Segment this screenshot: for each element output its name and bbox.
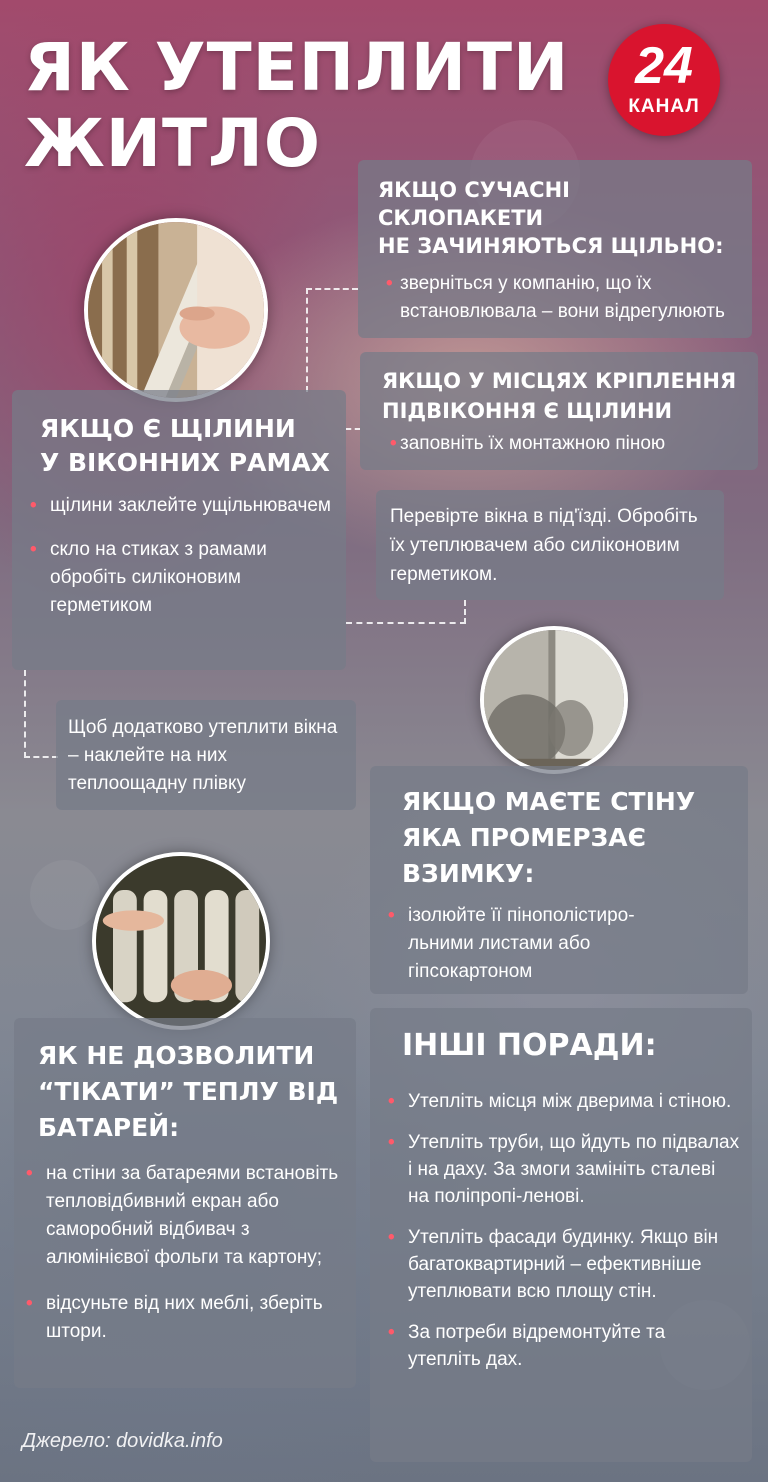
heading-line: “ТІКАТИ” ТЕПЛУ ВІД [38, 1077, 339, 1106]
other-tips-card [370, 1008, 752, 1462]
other-tips-heading: ІНШІ ПОРАДИ: [402, 1028, 657, 1063]
heading-line: ЯКА ПРОМЕРЗАЄ [402, 823, 646, 852]
film-tip-card [56, 700, 356, 810]
title-line-1: ЯК УТЕПЛИТИ [24, 29, 570, 106]
heading-line: ПІДВІКОННЯ Є ЩІЛИНИ [382, 399, 673, 423]
list-item: • зверніться у компанію, що їх встановлювала – вони відрегулюють [378, 270, 734, 326]
heading-line: ЯКЩО МАЄТЕ СТІНУ [402, 787, 696, 816]
background-bokeh [30, 860, 100, 930]
entrance-windows-text: Перевірте вікна в під'їзді. Обробіть їх утеплювачем або силіконовим герметиком. [390, 506, 698, 585]
list-item: • Утепліть місця між дверима і стіною. [380, 1088, 740, 1115]
list-item: • заповніть їх монтажною піною [382, 430, 740, 458]
list-item: • скло на стиках з рамами обробіть силіконовим герметиком [22, 536, 334, 620]
channel-24-logo[interactable] [608, 24, 720, 136]
frame-gaps-heading [40, 412, 334, 480]
source-credit: Джерело: dovidka.info [22, 1430, 223, 1452]
frame-gaps-card [12, 390, 346, 670]
list-item: • Утепліть труби, що йдуть по підвалах і на даху. За змоги замініть сталеві на поліпропі-ленові. [380, 1129, 740, 1210]
connector-line [24, 670, 58, 758]
heading-line: У ВІКОННИХ РАМАХ [40, 448, 330, 477]
radiator-photo [92, 852, 270, 1030]
connector-line [306, 288, 358, 392]
heading-line: ЯК НЕ ДОЗВОЛИТИ [38, 1041, 315, 1070]
window-frame-photo [84, 218, 268, 402]
heading-line: ЯКЩО СУЧАСНІ СКЛОПАКЕТИ [378, 178, 570, 230]
modern-windows-card [358, 160, 752, 338]
radiators-card [14, 1018, 356, 1388]
film-tip-text: Щоб додатково утеплити вікна – наклейте на них теплоощадну плівку [68, 717, 338, 794]
cold-wall-heading [402, 784, 734, 892]
heading-line: БАТАРЕЙ: [38, 1113, 180, 1142]
list-item: • За потреби відремонтуйте та утепліть дах. [380, 1319, 740, 1373]
connector-line [346, 428, 360, 430]
logo-label: КАНАЛ [628, 96, 700, 117]
sill-gaps-heading [382, 366, 740, 426]
sill-gaps-card [360, 352, 758, 470]
entrance-windows-card [376, 490, 724, 600]
heading-line: ЯКЩО Є ЩІЛИНИ [40, 414, 296, 443]
radiators-heading [38, 1038, 346, 1146]
list-item: • на стіни за батареями встановіть тепловідбивний екран або саморобний відбивач з алюмінієвої фольги та картону; [18, 1160, 346, 1272]
list-item: • відсуньте від них меблі, зберіть штори. [18, 1290, 346, 1346]
heading-line: НЕ ЗАЧИНЯЮТЬСЯ ЩІЛЬНО: [378, 234, 724, 258]
list-item: • щілини заклейте ущільнювачем [22, 492, 334, 520]
connector-line [346, 600, 466, 624]
logo-number: 24 [635, 37, 693, 95]
modern-windows-heading [378, 176, 734, 260]
cold-wall-card [370, 766, 748, 994]
list-item: • ізолюйте її пінополістиро-льними листами або гіпсокартоном [380, 902, 734, 986]
heading-line: ЯКЩО У МІСЦЯХ КРІПЛЕННЯ [382, 369, 737, 393]
cold-wall-photo [480, 626, 628, 774]
list-item: • Утепліть фасади будинку. Якщо він багатоквартирний – ефективніше утеплювати всю площу стін. [380, 1224, 740, 1305]
title-line-2: ЖИТЛО [24, 105, 321, 182]
heading-line: ВЗИМКУ: [402, 859, 535, 888]
